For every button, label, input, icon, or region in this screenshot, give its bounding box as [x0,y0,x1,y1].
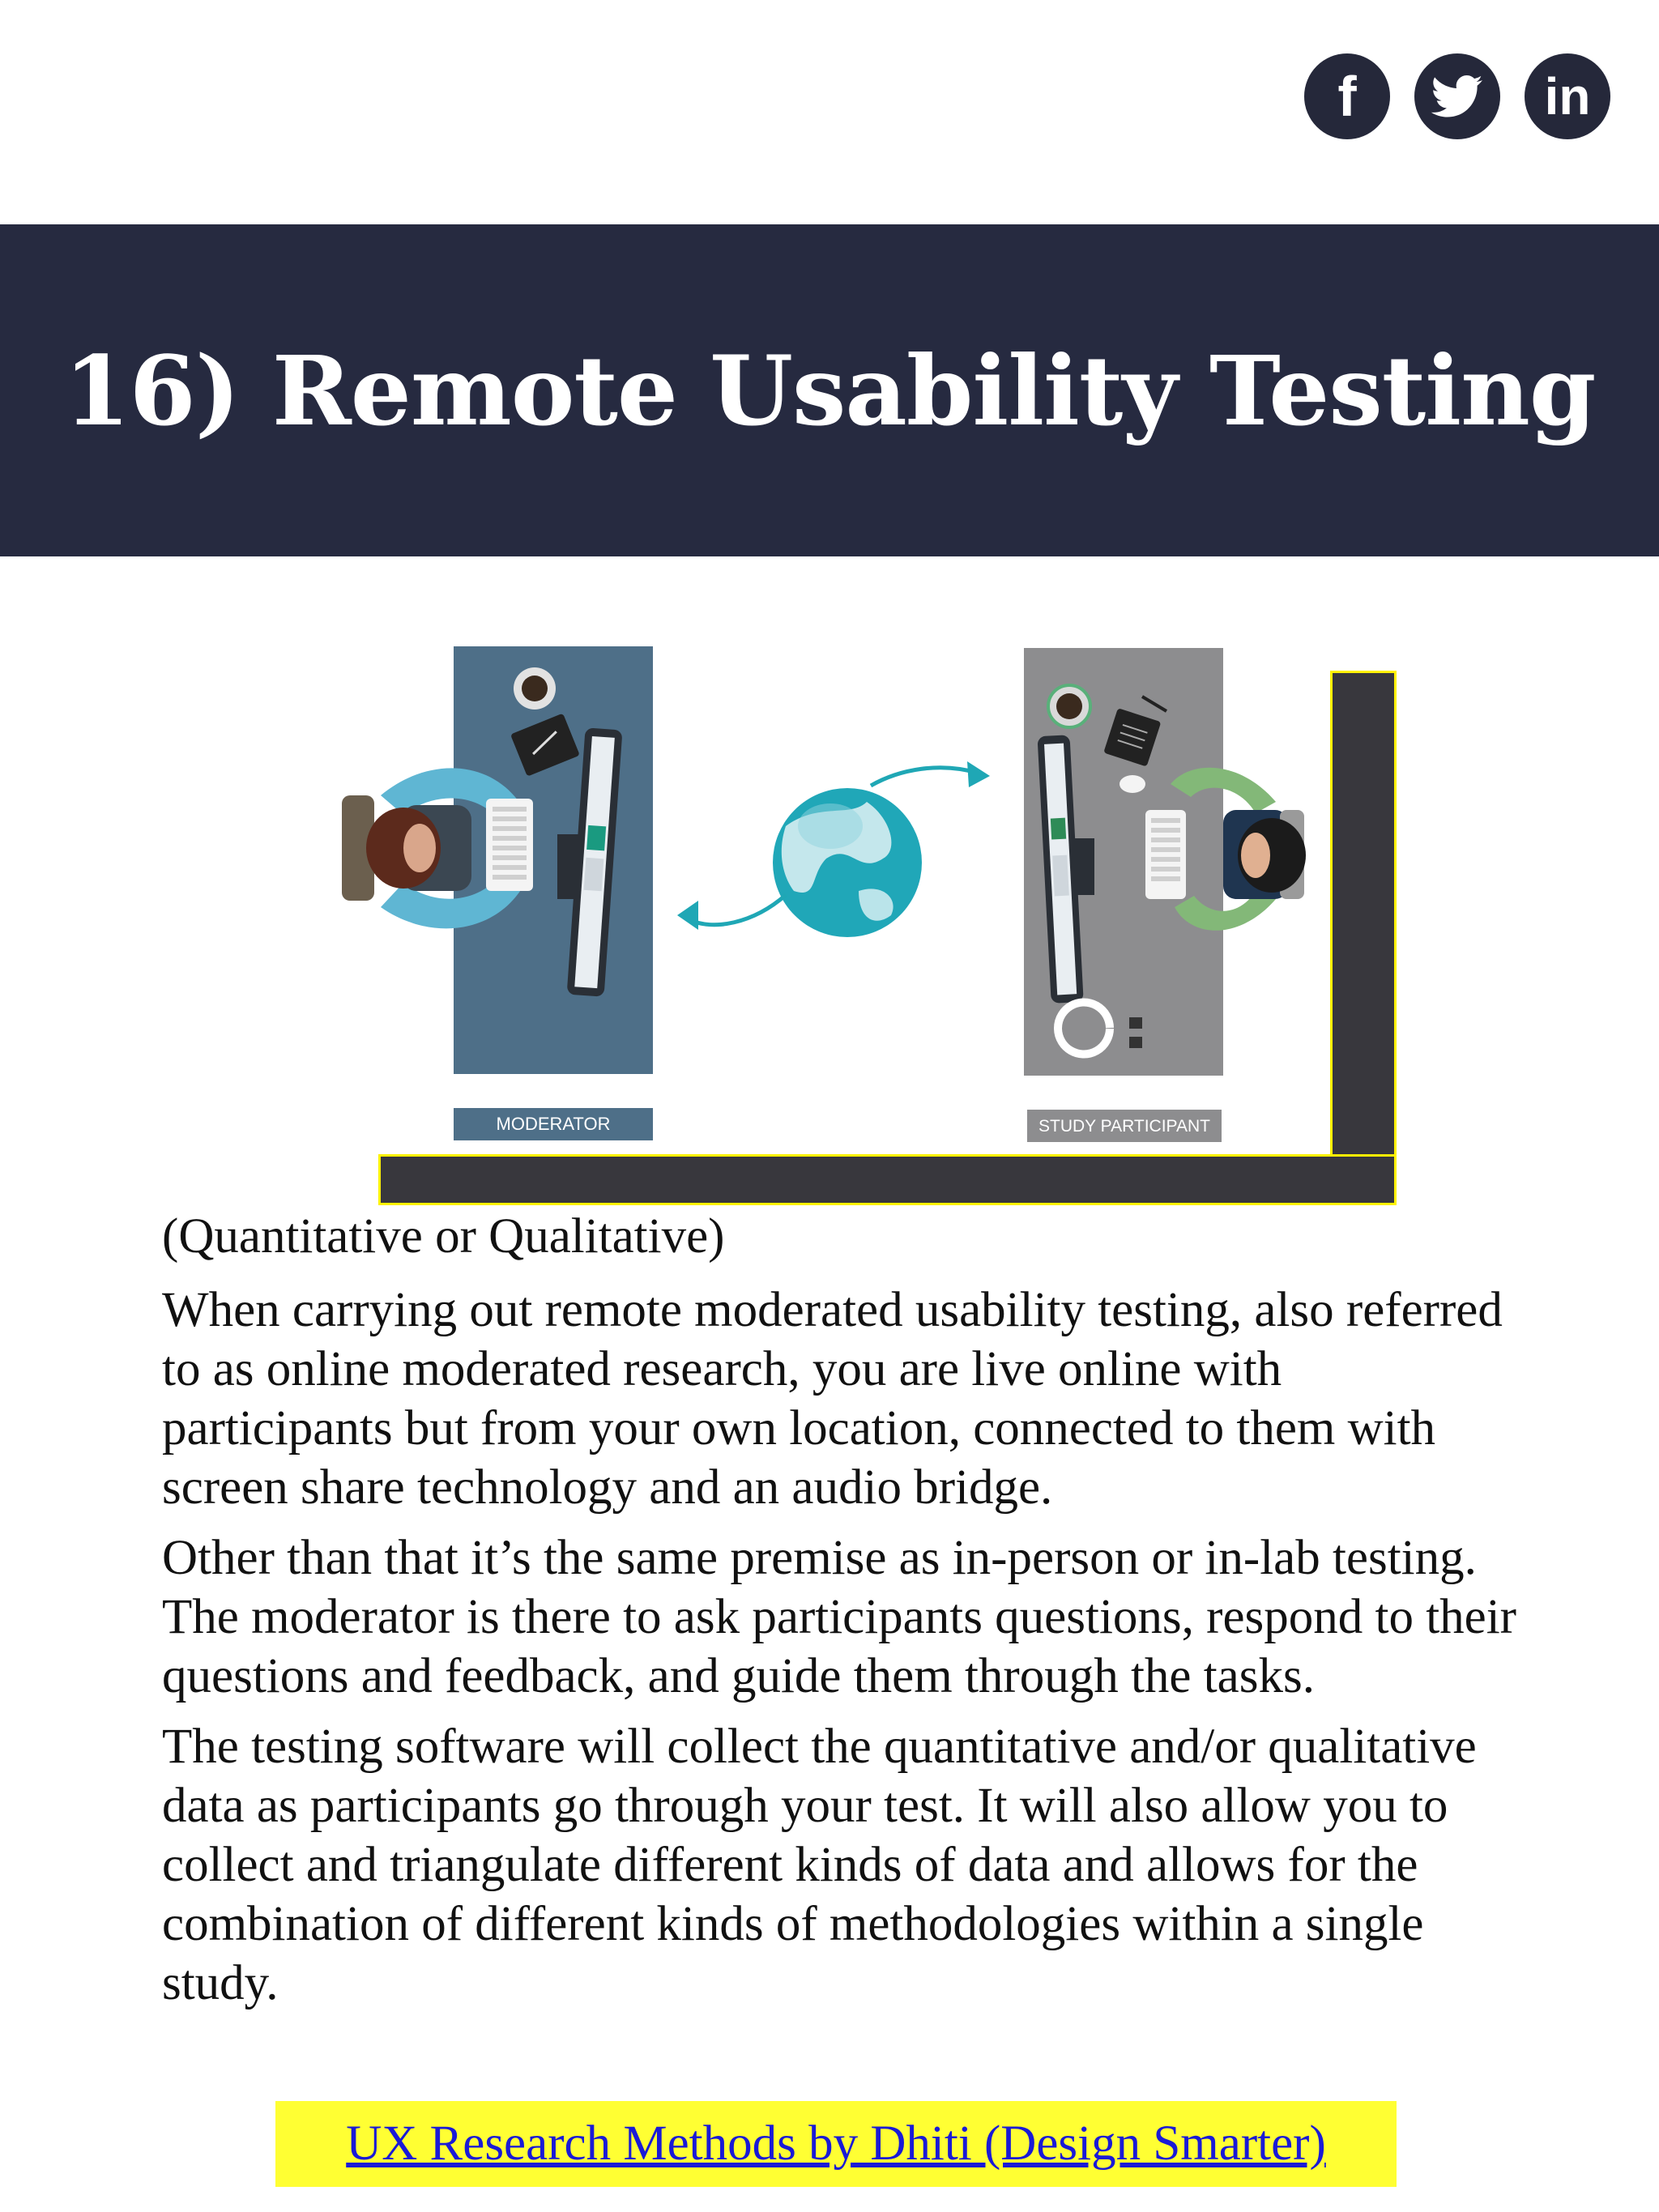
arrow-to-participant [871,768,980,786]
paragraph-3: The testing software will collect the quantitative and/or qualitative data as participants go through your test. It will also allow you to collect and triangulate different kinds of data and allows for the combination of different kinds of methodologies within a single study. [162,1720,1477,2010]
facebook-glyph: f [1337,65,1357,128]
source-link[interactable]: UX Research Methods by Dhiti (Design Smarter) [346,2116,1326,2171]
source-link-box [275,2101,1397,2187]
linkedin-glyph: in [1544,67,1591,126]
page-title: 16) Remote Usability Testing [63,334,1596,447]
paragraph-1: When carrying out remote moderated usability testing, also referred to as online moderated research, you are live online with participants but from your own location, connected to them with screen share technology and an audio bridge. [162,1283,1503,1515]
participant-desk [1024,648,1306,1142]
monitor-stand [557,834,580,899]
title-banner [0,224,1659,556]
frame-bottom [381,1157,1394,1203]
paragraph-2: Other than that it’s the same premise as in-person or in-lab testing. The moderator is there to ask participants questions, respond to their questions and feedback, and guide them through the tasks. [162,1531,1516,1703]
participant-monitor-stand [1073,838,1094,895]
mouse-icon [1120,775,1145,793]
illustration-svg [332,616,1401,1207]
frame-right [1333,673,1394,1203]
globe-icon [773,788,922,937]
arrow-head-left [677,901,698,930]
article-body [162,1207,1523,2024]
facebook-icon[interactable] [1304,53,1390,139]
twitter-icon[interactable] [1414,53,1500,139]
remote-testing-illustration [332,616,1401,1207]
linkedin-icon[interactable] [1525,53,1610,139]
twitter-bird-glyph [1431,75,1484,118]
method-type-subtitle: (Quantitative or Qualitative) [162,1209,725,1264]
participant-keyboard [1145,810,1186,899]
participant-label: STUDY PARTICIPANT [1038,1117,1210,1136]
arrow-to-moderator [689,895,786,925]
arrow-head-right [967,761,990,787]
social-links [1304,53,1610,139]
moderator-desk [342,646,653,1140]
moderator-label: MODERATOR [496,1114,611,1134]
